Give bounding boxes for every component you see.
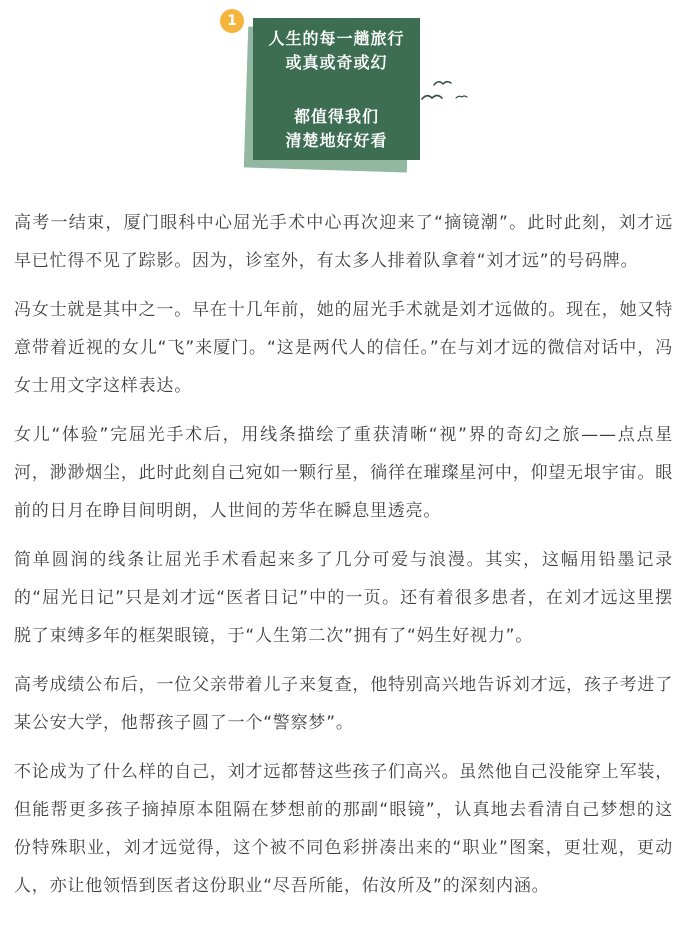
article-paragraph: 高考成绩公布后，一位父亲带着儿子来复查，他特别高兴地告诉刘才远，孩子考进了某公安大学，他帮孩子圆了一个“警察梦”。 bbox=[14, 675, 673, 733]
article-paragraph: 冯女士就是其中之一。早在十几年前，她的屈光手术就是刘才远做的。现在，她又特意带着近视的女儿“飞”来厦门。“这是两代人的信任。”在与刘才远的微信对话中，冯女士用文字这样表达。 bbox=[14, 300, 673, 396]
bird-icon bbox=[456, 96, 467, 98]
article-body bbox=[0, 204, 687, 905]
article-paragraph: 高考一结束，厦门眼科中心屈光手术中心再次迎来了“摘镜潮”。此时此刻，刘才远早已忙得不见了踪影。因为，诊室外，有太多人排着队拿着“刘才远”的号码牌。 bbox=[14, 213, 673, 271]
step-1-badge: 1 bbox=[220, 9, 244, 33]
article-paragraph: 女儿“体验”完屈光手术后，用线条描绘了重获清晰“视”界的奇幻之旅——点点星河，渺渺烟尘，此时此刻自己宛如一颗行星，徜徉在璀璨星河中，仰望无垠宇宙。眼前的日月在睁目间明朗，人世间的芳华在瞬息里透亮。 bbox=[14, 425, 673, 521]
bird-icon bbox=[422, 96, 442, 100]
quote-line-1: 人生的每一趟旅行 bbox=[268, 29, 405, 48]
quote-line-spacer bbox=[253, 75, 420, 105]
birds-icon bbox=[418, 72, 470, 104]
quote-line-2: 或真或奇或幻 bbox=[285, 53, 388, 72]
quote-line-3: 都值得我们 bbox=[293, 107, 379, 126]
bird-icon bbox=[434, 82, 451, 85]
quote-hero bbox=[0, 0, 687, 204]
article-paragraph: 简单圆润的线条让屈光手术看起来多了几分可爱与浪漫。其实，这幅用铅墨记录的“屈光日记”只是刘才远“医者日记”中的一页。还有着很多患者，在刘才远这里摆脱了束缚多年的框架眼镜，于“人生第二次”拥有了“妈生好视力”。 bbox=[14, 550, 673, 646]
article-paragraph: 不论成为了什么样的自己，刘才远都替这些孩子们高兴。虽然他自己没能穿上军装，但能帮更多孩子摘掉原本阻隔在梦想前的那副“眼镜”，认真地去看清自己梦想的这份特殊职业，刘才远觉得，这个被不同色彩拼凑出来的“职业”图案，更壮观，更动人，亦让他领悟到医者这份职业“尽吾所能，佑汝所及”的深刻内涵。 bbox=[14, 762, 673, 896]
quote-line-4: 清楚地好好看 bbox=[285, 131, 388, 150]
quote-card bbox=[253, 18, 420, 160]
